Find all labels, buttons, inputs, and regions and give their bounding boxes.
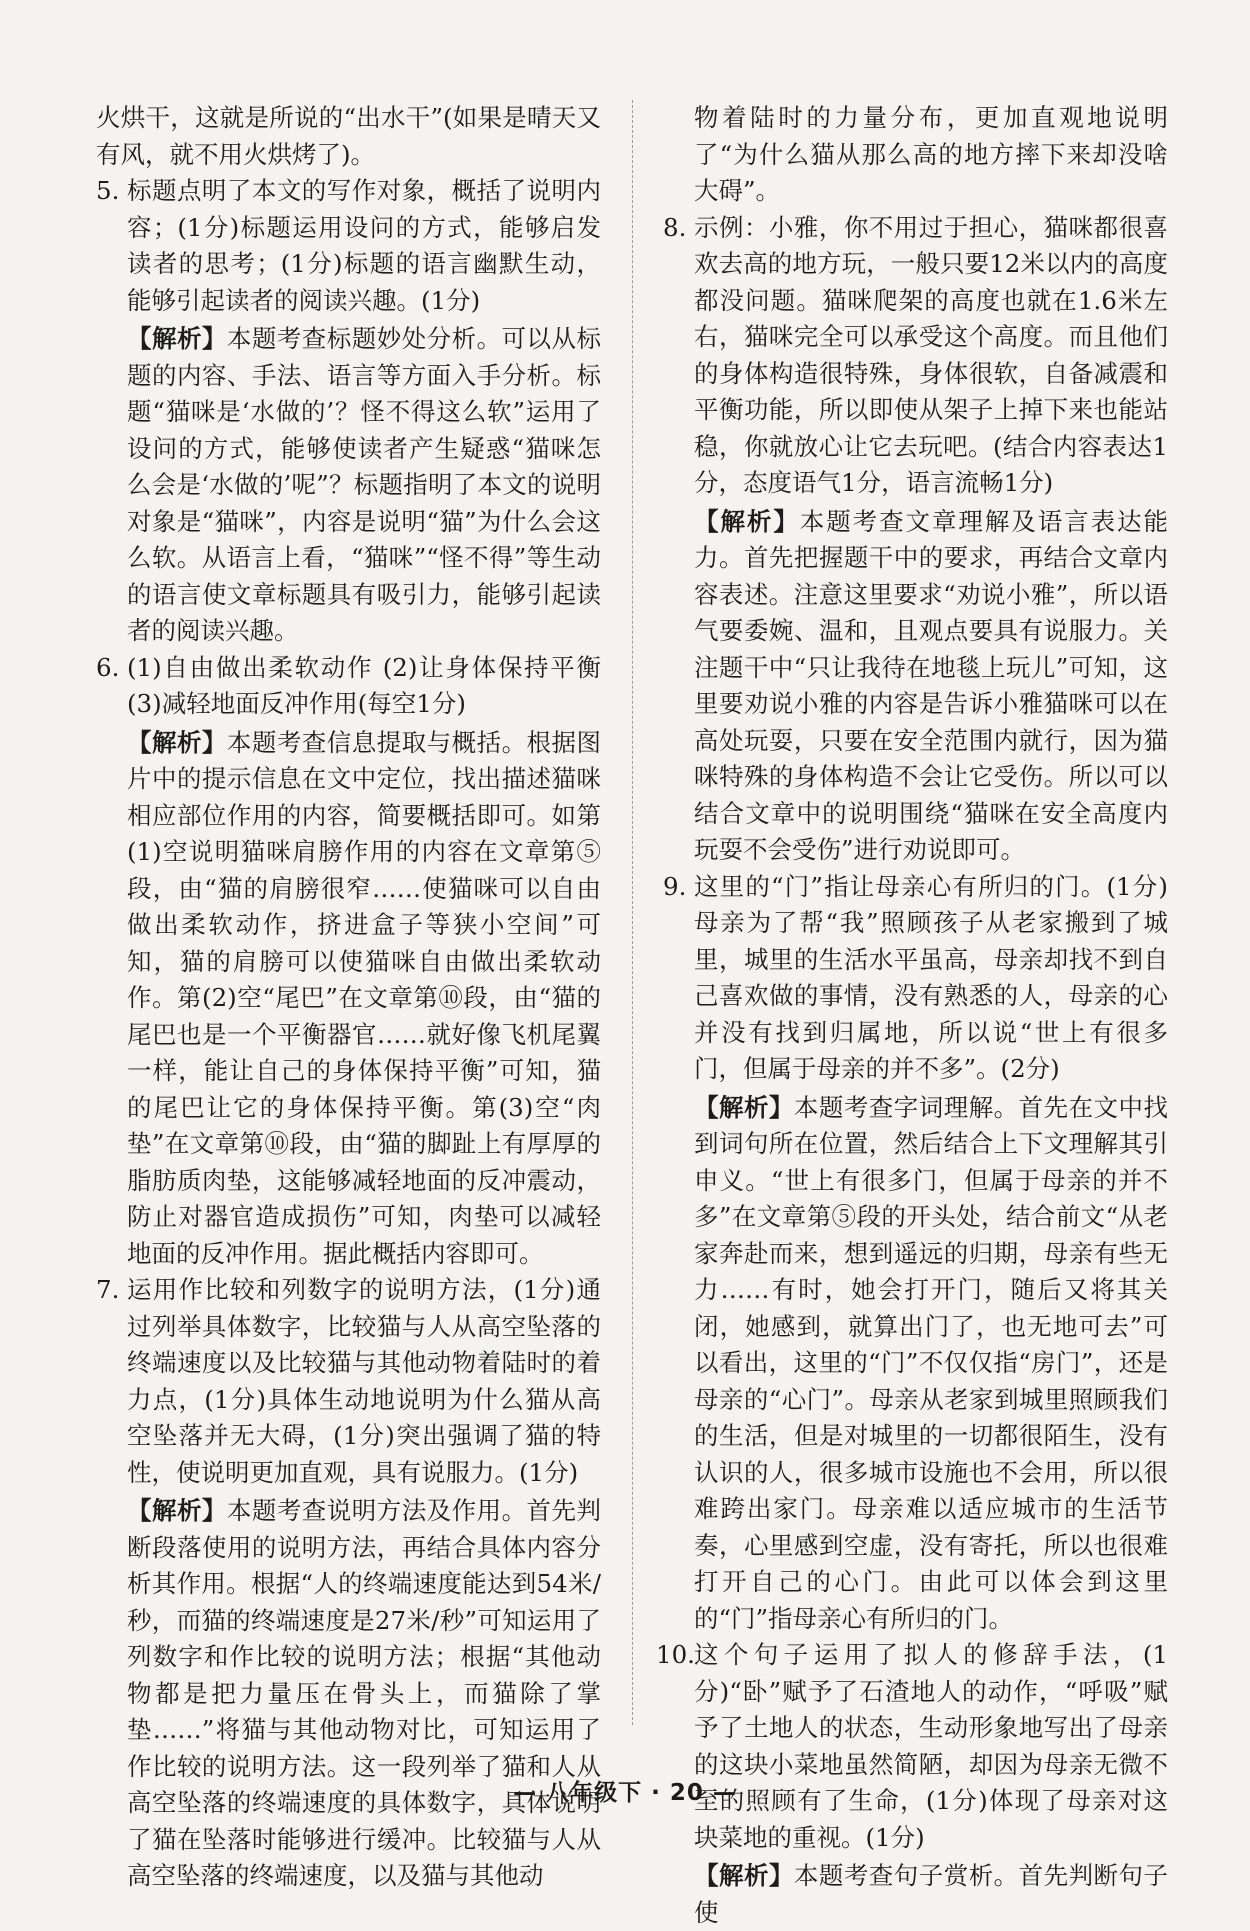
analysis-tag: 【解析】 xyxy=(694,506,800,536)
analysis-tag: 【解析】 xyxy=(127,324,227,353)
left-column xyxy=(96,100,601,1895)
answer-text: 示例：小雅，你不用过于担心，猫咪都很喜欢去高的地方玩，一般只要12米以内的高度都没问题。猫咪爬架的高度也就在1.6米左右，猫咪完全可以承受这个高度。而且他们的身体构造很特殊，身体很软，自备减震和平衡功能，所以即使从架子上掉下来也能站稳，你就放心让它去玩吧。(结合内容表达1分，态度语气1分，语言流畅1分) xyxy=(694,212,1168,497)
analysis-block xyxy=(127,321,601,650)
answer-text: (1)自由做出柔软动作 (2)让身体保持平衡 (3)减轻地面反冲作用(每空1分) xyxy=(127,652,601,718)
item-number: 7. xyxy=(96,1275,120,1304)
answer-text: 这里的“门”指让母亲心有所归的门。(1分)母亲为了帮“我”照顾孩子从老家搬到了城里，城里的生活水平虽高，母亲却找不到自己喜欢做的事情，没有熟悉的人，母亲的心并没有找到归属地，所以说“世上有很多门，但属于母亲的并不多”。(2分) xyxy=(694,871,1168,1083)
analysis-block xyxy=(127,1493,601,1895)
answer-text: 火烘干，这就是所说的“出水干”(如果是晴天又有风，就不用火烘烤了)。 xyxy=(96,103,601,169)
item-number: 8. xyxy=(663,212,687,242)
analysis-text: 本题考查标题妙处分析。可以从标题的内容、手法、语言等方面入手分析。标题“猫咪是‘水做的’？怪不得这么软”运用了设问的方式，能够使读者产生疑惑“猫咪怎么会是‘水做的’呢”？标题指明了本文的说明对象是“猫咪”，内容是说明“猫”为什么会这么软。从语言上看，“猫咪”“怪不得”等生动的语言使文章标题具有吸引力，能够引起读者的阅读兴趣。 xyxy=(127,324,602,645)
item-number: 6. xyxy=(96,652,120,682)
analysis-block xyxy=(694,504,1168,869)
page-footer: — 八年级下 · 20 — xyxy=(513,1780,737,1806)
analysis-text: 本题考查说明方法及作用。首先判断段落使用的说明方法，再结合具体内容分析其作用。根据“人的终端速度能达到54米/秒，而猫的终端速度是27米/秒”可知运用了列数字和作比较的说明方法；根据“其他动物都是把力量压在骨头上，而猫除了掌垫……”将猫与其他动物对比，可知运用了作比较的说明方法。这一段列举了猫和人从高空坠落的终端速度的具体数字，具体说明了猫在坠落时能够进行缓冲。比较猫与人从高空坠落的终端速度，以及猫与其他动 xyxy=(127,1496,602,1890)
answer-text: 这个句子运用了拟人的修辞手法，(1分)“卧”赋予了石渣地人的动作，“呼吸”赋予了土地人的状态，生动形象地写出了母亲的这块小菜地虽然简陋，却因为母亲无微不至的照顾有了生命，(1分)体现了母亲对这块菜地的重视。(1分) xyxy=(694,1640,1168,1852)
answer-item-9 xyxy=(663,869,1168,1088)
item-number: 5. xyxy=(96,176,120,205)
answer-text: 标题点明了本文的写作对象，概括了说明内容；(1分)标题运用设问的方式，能够启发读者的思考；(1分)标题的语言幽默生动，能够引起读者的阅读兴趣。(1分) xyxy=(127,176,601,315)
analysis-block xyxy=(127,725,601,1273)
answer-text: 运用作比较和列数字的说明方法，(1分)通过列举具体数字，比较猫与人从高空坠落的终端速度以及比较猫与其他动物着陆时的着力点，(1分)具体生动地说明为什么猫从高空坠落并无大碍，(1分)突出强调了猫的特性，使说明更加直观，具有说服力。(1分) xyxy=(127,1275,601,1487)
column-divider xyxy=(632,100,633,1725)
analysis-continued xyxy=(694,100,1168,210)
analysis-text: 本题考查字词理解。首先在文中找到词句所在位置，然后结合上下文理解其引申义。“世上有很多门，但属于母亲的并不多”在文章第⑤段的开头处，结合前文“从老家奔赴而来，想到遥远的归期，母亲有些无力……有时，她会打开门，随后又将其关闭，她感到，就算出门了，也无地可去”可以看出，这里的“门”不仅仅指“房门”，还是母亲的“心门”。母亲从老家到城里照顾我们的生活，但是对城里的一切都很陌生，没有认识的人，很多城市设施也不会用，所以很难跨出家门。母亲难以适应城市的生活节奏，心里感到空虚，没有寄托，所以也很难打开自己的心门。由此可以体会到这里的“门”指母亲心有所归的门。 xyxy=(694,1092,1169,1633)
analysis-tag: 【解析】 xyxy=(127,727,227,757)
analysis-text: 物着陆时的力量分布，更加直观地说明了“为什么猫从那么高的地方摔下来却没啥大碍”。 xyxy=(694,103,1168,205)
answer-item-10 xyxy=(656,1637,1168,1856)
analysis-text: 本题考查信息提取与概括。根据图片中的提示信息在文中定位，找出描述猫咪相应部位作用的内容，简要概括即可。如第(1)空说明猫咪肩膀作用的内容在文章第⑤段，由“猫的肩膀很窄……使猫咪可以自由做出柔软动作，挤进盒子等狭小空间”可知，猫的肩膀可以使猫咪自由做出柔软动作。第(2)空“尾巴”在文章第⑩段，由“猫的尾巴也是一个平衡器官……就好像飞机尾翼一样，能让自己的身体保持平衡”可知，猫的尾巴让它的身体保持平衡。第(3)空“肉垫”在文章第⑩段，由“猫的脚趾上有厚厚的脂肪质肉垫，这能够减轻地面的反冲震动，防止对器官造成损伤”可知，肉垫可以减轻地面的反冲作用。据此概括内容即可。 xyxy=(127,727,602,1268)
analysis-tag: 【解析】 xyxy=(694,1861,794,1890)
analysis-tag: 【解析】 xyxy=(127,1496,227,1525)
analysis-tag: 【解析】 xyxy=(694,1092,794,1122)
answer-item-6 xyxy=(96,650,601,723)
answer-item-7 xyxy=(96,1272,601,1491)
item-number: 9. xyxy=(663,871,687,901)
analysis-block xyxy=(694,1858,1168,1931)
analysis-block xyxy=(694,1090,1168,1638)
item-number: 10. xyxy=(656,1640,695,1669)
analysis-text: 本题考查句子赏析。首先判断句子使 xyxy=(694,1861,1169,1927)
right-column xyxy=(656,100,1169,1931)
answer-item-8 xyxy=(663,210,1168,502)
answer-item-4-continued xyxy=(96,100,601,173)
answer-item-5 xyxy=(96,173,601,319)
analysis-text: 本题考查文章理解及语言表达能力。首先把握题干中的要求，再结合文章内容表述。注意这里要求“劝说小雅”，所以语气要委婉、温和，且观点要具有说服力。关注题干中“只让我待在地毯上玩儿”可知，这里要劝说小雅的内容是告诉小雅猫咪可以在高处玩耍，只要在安全范围内就行，因为猫咪特殊的身体构造不会让它受伤。所以可以结合文章中的说明围绕“猫咪在安全高度内玩耍不会受伤”进行劝说即可。 xyxy=(694,506,1168,864)
